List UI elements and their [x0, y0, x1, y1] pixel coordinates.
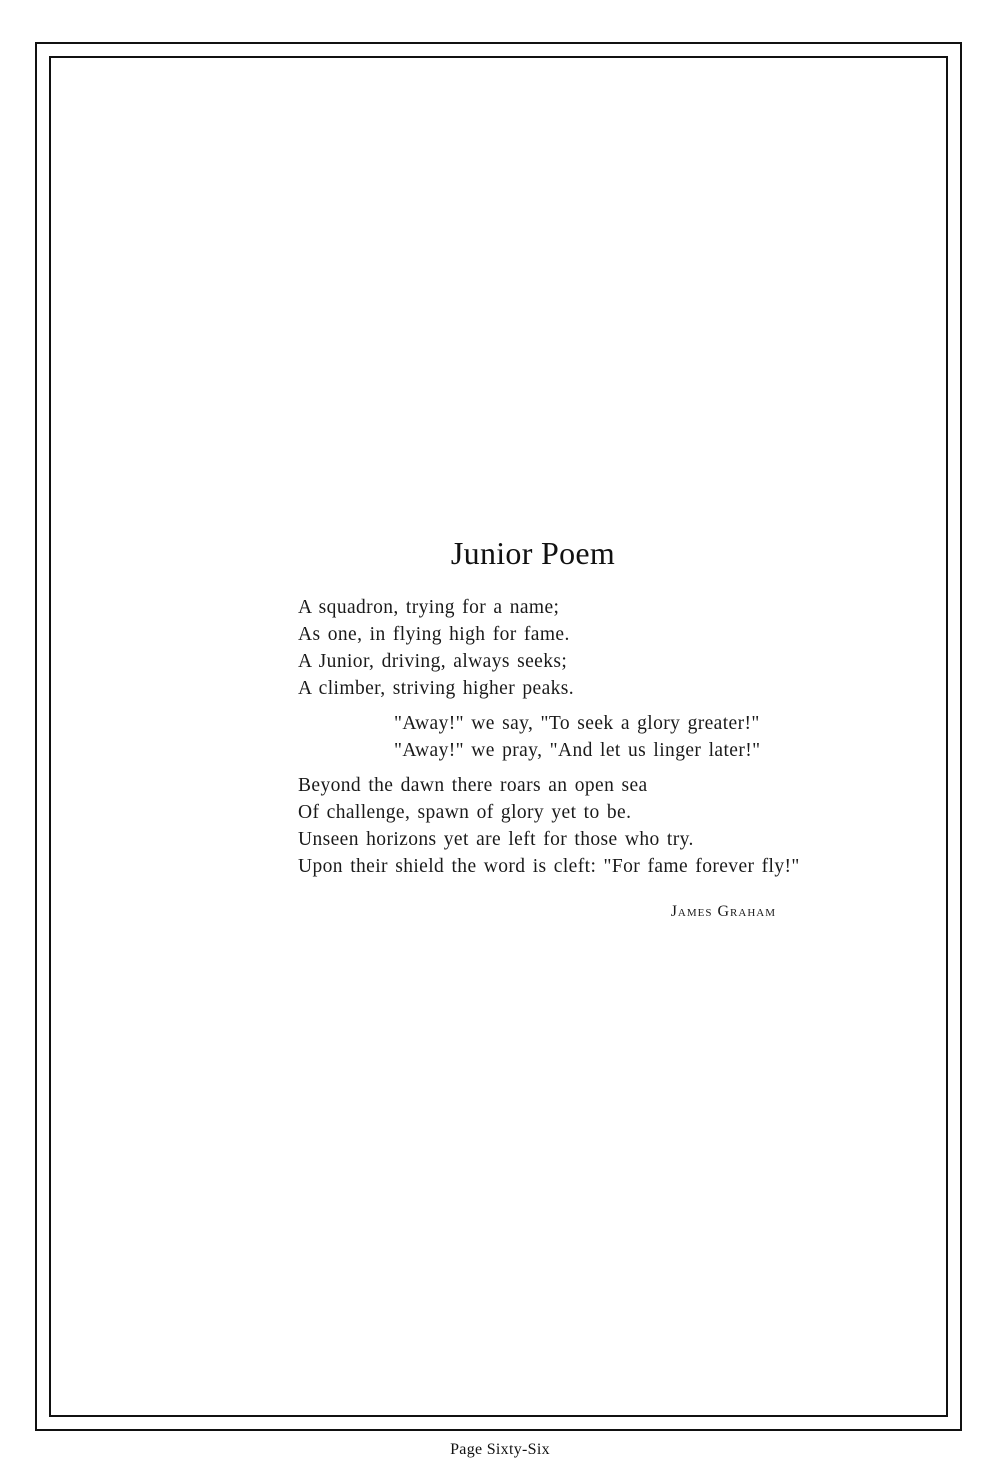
poem-line: A climber, striving higher peaks. [298, 678, 575, 699]
poem-line: Unseen horizons yet are left for those who try. [298, 829, 694, 850]
poem-line: "Away!" we pray, "And let us linger later!" [394, 740, 761, 761]
poem-line: A squadron, trying for a name; [298, 597, 560, 618]
poem-line: "Away!" we say, "To seek a glory greater!" [394, 713, 760, 734]
page-content-area [49, 56, 948, 1417]
poem-line: A Junior, driving, always seeks; [298, 651, 568, 672]
page-number: Page Sixty-Six [450, 1441, 550, 1458]
poem-line: Beyond the dawn there roars an open sea [298, 775, 648, 796]
poem-body [298, 594, 898, 880]
poem-line: Upon their shield the word is cleft: "For fame forever fly!" [298, 856, 800, 877]
stanza-1 [298, 594, 898, 702]
poem-author: James Graham [670, 903, 776, 920]
stanza-3 [298, 772, 898, 880]
page-border [35, 42, 962, 1431]
stanza-2-refrain [298, 710, 898, 764]
poem-line: As one, in flying high for fame. [298, 624, 570, 645]
poem-line: Of challenge, spawn of glory yet to be. [298, 802, 632, 823]
poem-title: Junior Poem [450, 535, 616, 571]
